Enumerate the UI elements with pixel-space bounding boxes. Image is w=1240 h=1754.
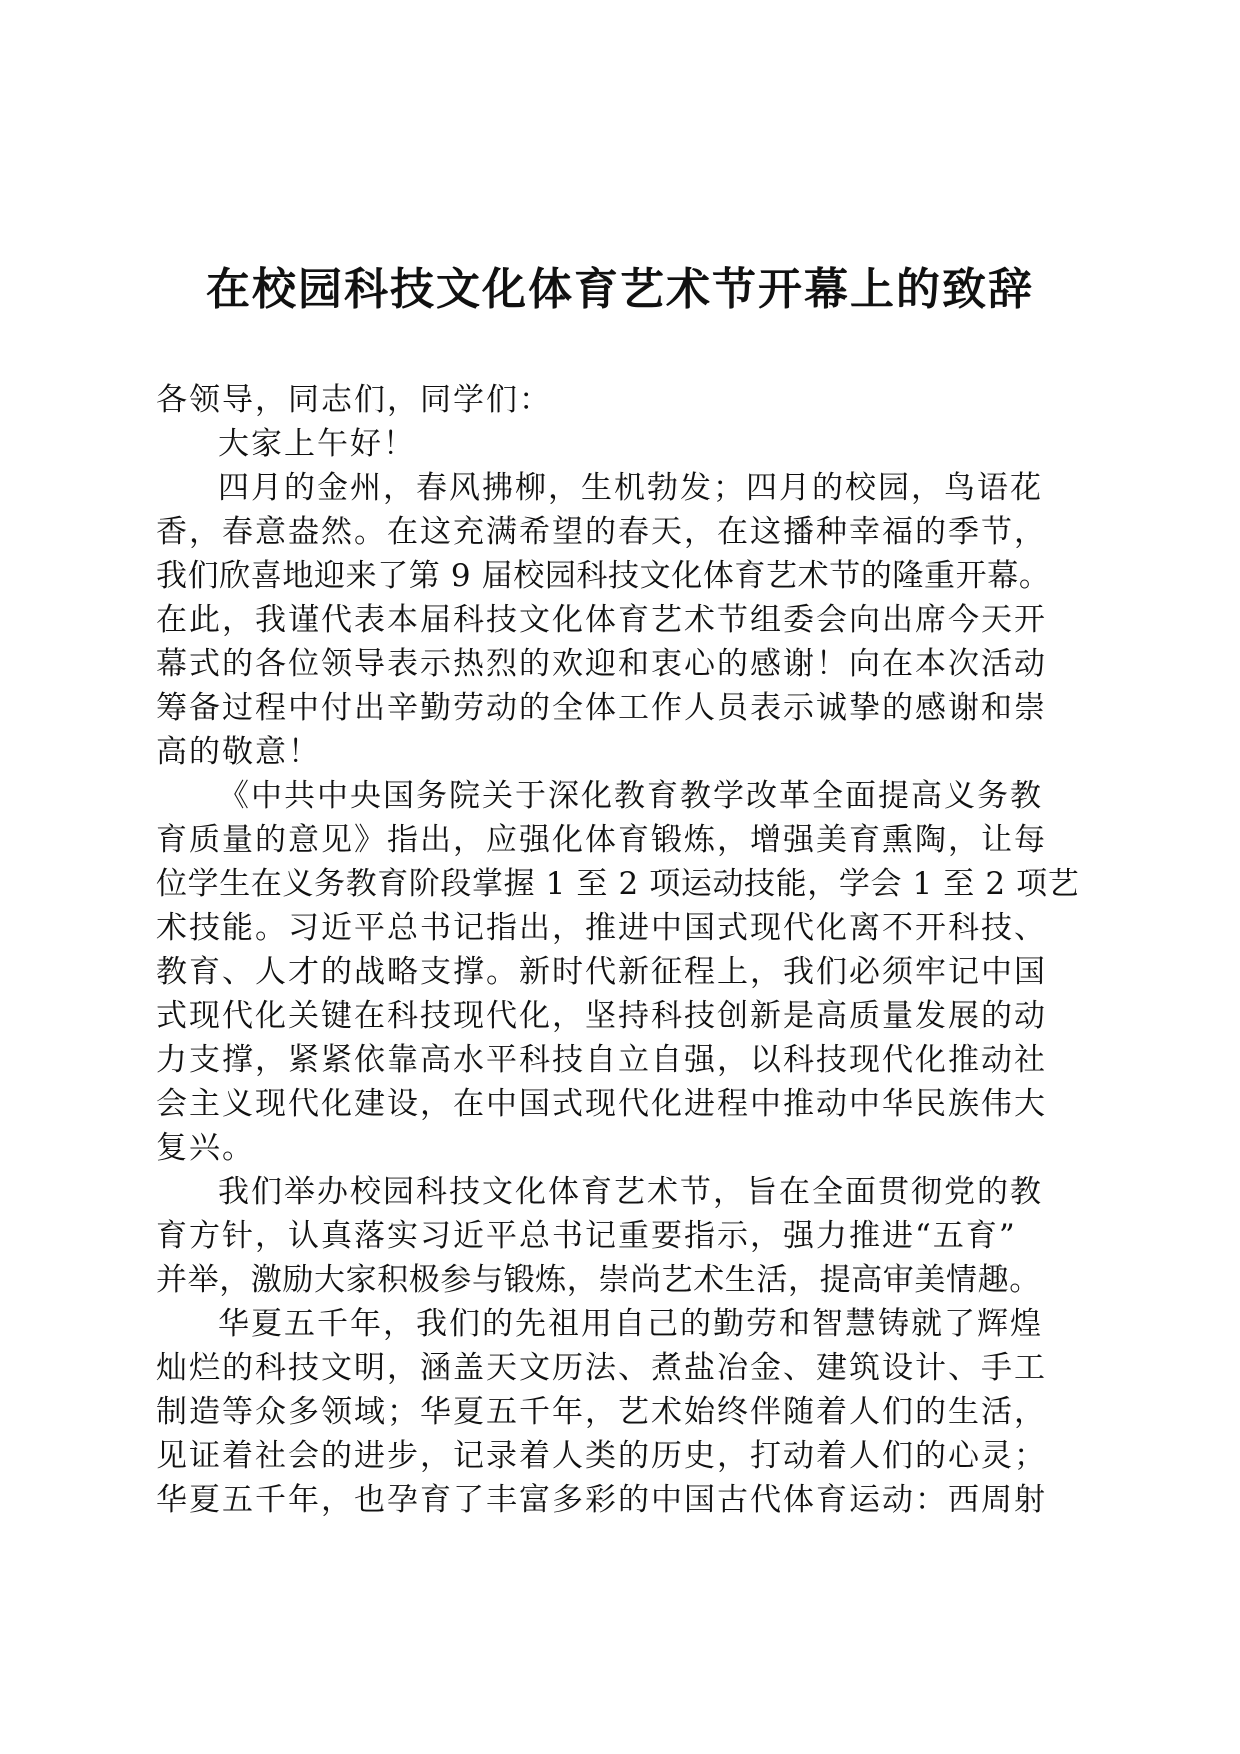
paragraph-line: 并举，激励大家积极参与锻炼，崇尚艺术生活，提高审美情趣。 xyxy=(156,1262,1041,1298)
document-title: 在校园科技文化体育艺术节开幕上的致辞 xyxy=(206,264,1034,315)
paragraph-line: 香，春意盎然。在这充满希望的春天，在这播种幸福的季节， xyxy=(156,514,1047,550)
paragraph-line: 式现代化关键在科技现代化，坚持科技创新是高质量发展的动 xyxy=(156,998,1047,1034)
paragraph-line: 教育、人才的战略支撑。新时代新征程上，我们必须牢记中国 xyxy=(156,954,1047,990)
salutation-line: 各领导，同志们，同学们： xyxy=(156,382,552,418)
paragraph-line: 《中共中央国务院关于深化教育教学改革全面提高义务教 xyxy=(218,778,1043,814)
paragraph-line: 力支撑，紧紧依靠高水平科技自立自强，以科技现代化推动社 xyxy=(156,1042,1047,1078)
paragraph-line: 育方针，认真落实习近平总书记重要指示，强力推进“五育” xyxy=(156,1218,1017,1254)
document-body xyxy=(156,378,1096,1522)
paragraph-line: 育质量的意见》指出，应强化体育锻炼，增强美育熏陶，让每 xyxy=(156,822,1047,858)
greeting-line: 大家上午好！ xyxy=(218,426,416,462)
paragraph-line: 术技能。习近平总书记指出，推进中国式现代化离不开科技、 xyxy=(156,910,1047,946)
paragraph-line: 筹备过程中付出辛勤劳动的全体工作人员表示诚挚的感谢和崇 xyxy=(156,690,1047,726)
paragraph-line: 我们欣喜地迎来了第 9 届校园科技文化体育艺术节的隆重开幕。 xyxy=(156,558,1051,594)
paragraph-line: 幕式的各位领导表示热烈的欢迎和衷心的感谢！向在本次活动 xyxy=(156,646,1047,682)
paragraph-line: 灿烂的科技文明，涵盖天文历法、煮盐冶金、建筑设计、手工 xyxy=(156,1350,1047,1386)
paragraph-line: 华夏五千年，也孕育了丰富多彩的中国古代体育运动：西周射 xyxy=(156,1482,1047,1518)
paragraph-line: 我们举办校园科技文化体育艺术节，旨在全面贯彻党的教 xyxy=(218,1174,1043,1210)
paragraph-line: 在此，我谨代表本届科技文化体育艺术节组委会向出席今天开 xyxy=(156,602,1047,638)
paragraph-line: 复兴。 xyxy=(156,1130,255,1166)
paragraph-line: 位学生在义务教育阶段掌握 1 至 2 项运动技能，学会 1 至 2 项艺 xyxy=(156,866,1080,902)
paragraph-line: 见证着社会的进步，记录着人类的历史，打动着人们的心灵； xyxy=(156,1438,1047,1474)
paragraph-line: 四月的金州，春风拂柳，生机勃发；四月的校园，鸟语花 xyxy=(218,470,1043,506)
paragraph-line: 华夏五千年，我们的先祖用自己的勤劳和智慧铸就了辉煌 xyxy=(218,1306,1043,1342)
paragraph-line: 高的敬意！ xyxy=(156,734,321,770)
paragraph-line: 制造等众多领域；华夏五千年，艺术始终伴随着人们的生活， xyxy=(156,1394,1047,1430)
paragraph-line: 会主义现代化建设，在中国式现代化进程中推动中华民族伟大 xyxy=(156,1086,1047,1122)
